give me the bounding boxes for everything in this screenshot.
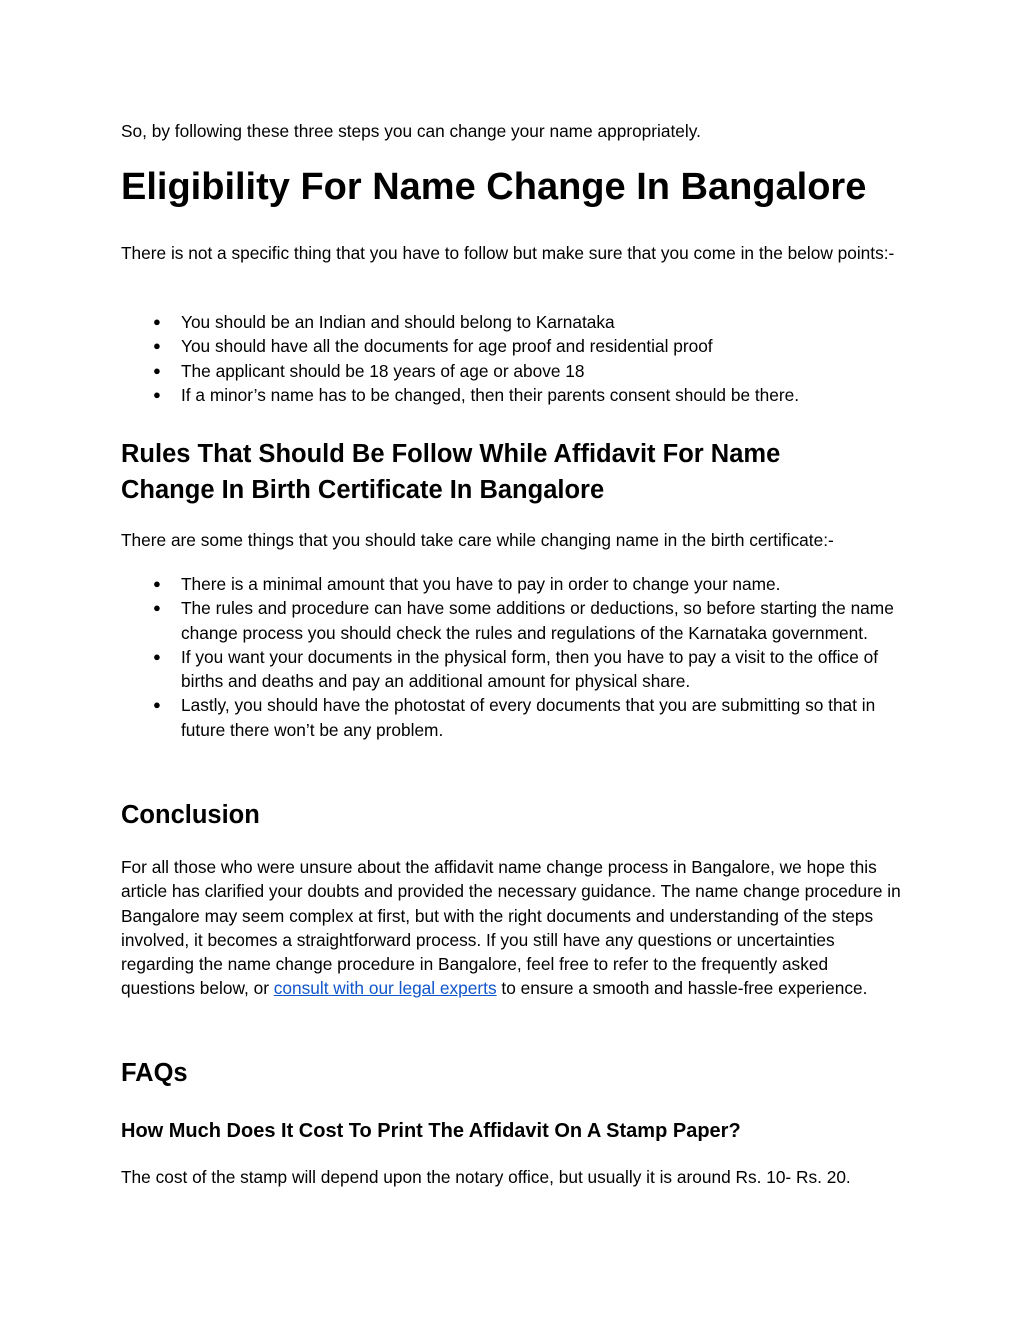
bullet-icon: ● [153, 386, 161, 402]
eligibility-heading: Eligibility For Name Change In Bangalore [121, 166, 867, 208]
list-item: ● You should be an Indian and should belong to Karnataka [121, 310, 851, 334]
bullet-icon: ● [153, 697, 161, 713]
list-item: ● Lastly, you should have the photostat of every documents that you are submitting so that in future there won’t be any problem. [153, 695, 876, 740]
list-item: ● If a minor’s name has to be changed, then their parents consent should be there. [121, 383, 851, 407]
bullet-icon: ● [153, 362, 161, 378]
faqs-heading: FAQs [121, 1059, 188, 1087]
list-item: ● The applicant should be 18 years of age or above 18 [121, 359, 851, 383]
rules-heading: Rules That Should Be Follow While Affidavit For Name Change In Birth Certificate In Bangalore [121, 440, 781, 504]
faq-answer: The cost of the stamp will depend upon the notary office, but usually it is around Rs. 10- Rs. 20. [121, 1167, 851, 1187]
bullet-icon: ● [153, 314, 161, 329]
faq-question: How Much Does It Cost To Print The Affidavit On A Stamp Paper? [121, 1120, 741, 1142]
bullet-icon: ● [153, 648, 161, 664]
rules-intro: There are some things that you should take care while changing name in the birth certificate:- [121, 530, 834, 550]
bullet-icon: ● [153, 600, 161, 616]
legal-experts-link[interactable]: consult with our legal experts [273, 978, 497, 999]
list-item: ● There is a minimal amount that you have to pay in order to change your name. [121, 572, 903, 596]
eligibility-intro: There is not a specific thing that you have to follow but make sure that you come in the below points:- [121, 243, 895, 263]
bullet-icon: ● [153, 576, 161, 591]
conclusion-paragraph: For all those who were unsure about the affidavit name change process in Bangalore, we hope this article has clarified your doubts and provided the necessary guidance. The name change procedure in Bangalore may seem complex at first, but with the right documents and understanding of the steps involved, it becomes a straightforward process. If you still have any questions or uncertainties regarding the name change procedure in Bangalore, feel free to refer to the frequently asked questions below, or consult with our legal experts to ensure a smooth and hassle-free experience. [121, 857, 901, 999]
eligibility-list [121, 310, 851, 407]
conclusion-heading: Conclusion [121, 801, 260, 829]
list-item: ● You should have all the documents for age proof and residential proof [121, 334, 851, 358]
bullet-icon: ● [153, 338, 161, 354]
rules-list [121, 572, 903, 742]
list-item: ● The rules and procedure can have some additions or deductions, so before starting the name change process you should check the rules and regulations of the Karnataka government. [153, 598, 894, 643]
list-item: ● If you want your documents in the physical form, then you have to pay a visit to the office of births and deaths and pay an additional amount for physical share. [153, 646, 879, 692]
intro-paragraph: So, by following these three steps you can change your name appropriately. [121, 121, 701, 141]
